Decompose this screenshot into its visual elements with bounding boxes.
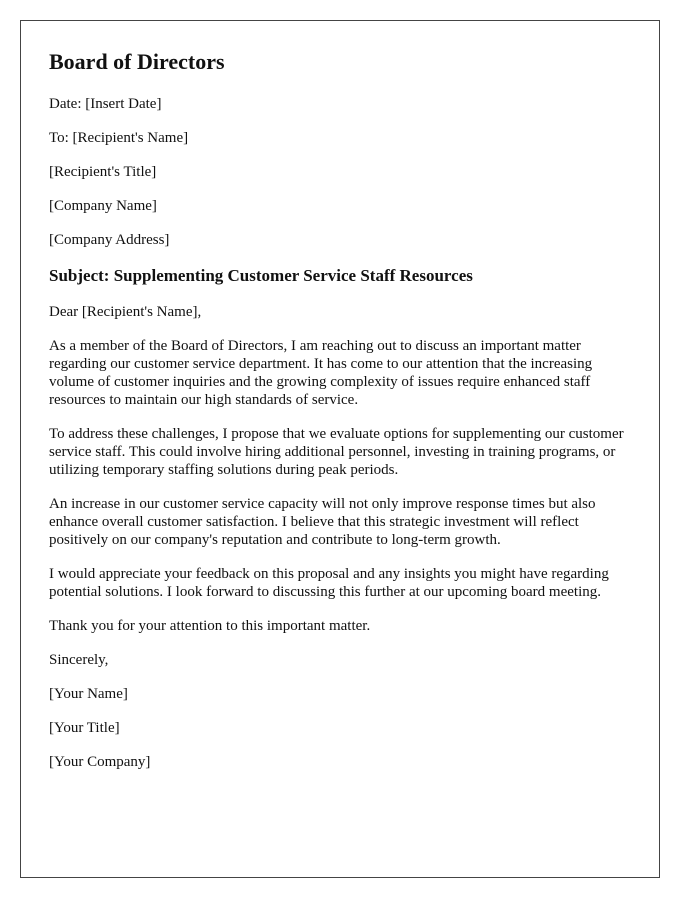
letter-heading: Board of Directors: [49, 49, 225, 74]
company-address-line: [Company Address]: [49, 232, 170, 248]
signer-name: [Your Name]: [49, 686, 128, 702]
recipient-name-line: To: [Recipient's Name]: [49, 130, 189, 146]
body-paragraph-2: To address these challenges, I propose that we evaluate options for supplementing our customer service staff. This could involve hiring additional personnel, investing in training programs, or utilizing temporary staffing solutions during peak periods.: [49, 426, 624, 478]
signer-title: [Your Title]: [49, 720, 120, 736]
body-paragraph-5: Thank you for your attention to this important matter.: [49, 618, 371, 634]
signer-company: [Your Company]: [49, 754, 151, 770]
subject-line: Subject: Supplementing Customer Service Staff Resources: [49, 266, 473, 285]
body-paragraph-4: I would appreciate your feedback on this proposal and any insights you might have regarding potential solutions. I look forward to discussing this further at our upcoming board meeting.: [49, 566, 609, 600]
letter-content: [49, 47, 635, 787]
sign-off: Sincerely,: [49, 652, 109, 668]
body-paragraph-3: An increase in our customer service capacity will not only improve response times but also enhance overall customer satisfaction. I believe that this strategic investment will reflect positively on our company's reputation and contribute to long-term growth.: [49, 496, 596, 548]
date-line: Date: [Insert Date]: [49, 96, 162, 112]
salutation: Dear [Recipient's Name],: [49, 304, 202, 320]
company-name-line: [Company Name]: [49, 198, 157, 214]
body-paragraph-1: As a member of the Board of Directors, I am reaching out to discuss an important matter regarding our customer service department. It has come to our attention that the increasing volume of customer inquiries and the growing complexity of issues require enhanced staff resources to maintain our high standards of service.: [49, 338, 593, 408]
recipient-title-line: [Recipient's Title]: [49, 164, 157, 180]
letter-page: [20, 20, 660, 878]
